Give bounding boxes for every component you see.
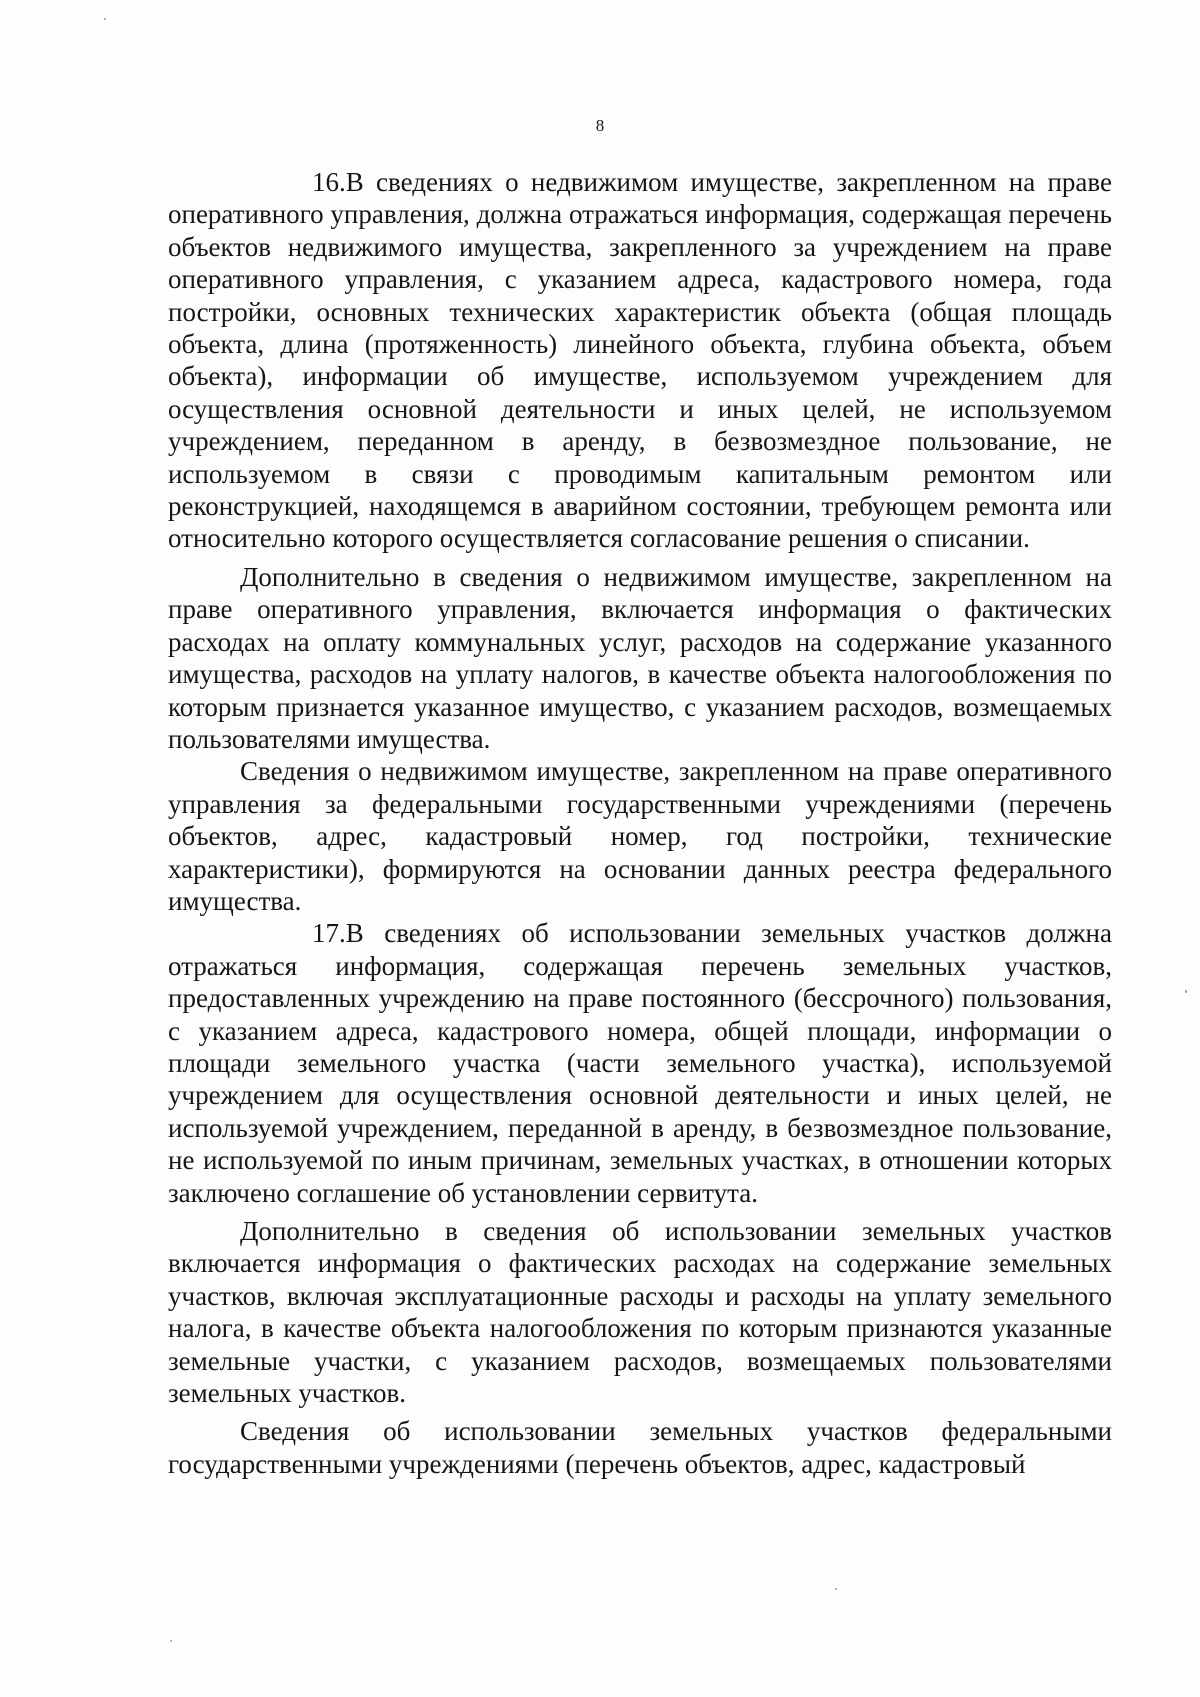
paragraph-text: Сведения об использовании земельных участков федеральными государственными учреждениями (перечень объектов, адрес, кадастровый bbox=[168, 1416, 1112, 1479]
paragraph-number: 16. bbox=[312, 167, 346, 197]
paragraph-17-registry bbox=[168, 1415, 1112, 1480]
paragraph-number: 17. bbox=[312, 918, 346, 949]
scan-speck bbox=[104, 18, 106, 20]
paragraph-text: В сведениях об использовании земельных участков должна отражаться информация, содержащая перечень земельных участков, предоставленных учреждению на праве постоянного (бессрочного) пользования, с указанием адреса, кадастрового номера, общей площади, информации о площади земельного участка (части земельного участка), используемой учреждением для осуществления основной деятельности и иных целей, не используемой учреждением, переданной в аренду, в безвозмездное пользование, не используемой по иным причинам, земельных участках, в отношении которых заключено соглашение об установлении сервитута. bbox=[168, 918, 1112, 1208]
paragraph-text: Дополнительно в сведения об использовании земельных участков включается информация о фактических расходах на содержание земельных участков, включая эксплуатационные расходы и расходы на уплату земельного налога, в качестве объекта налогообложения по которым признаются указанные земельные участки, с указанием расходов, возмещаемых пользователями земельных участков. bbox=[168, 1216, 1112, 1409]
scan-speck bbox=[835, 1588, 837, 1590]
paragraph-text: Дополнительно в сведения о недвижимом имуществе, закрепленном на праве оперативного управления, включается информация о фактических расходах на оплату коммунальных услуг, расходов на содержание указанного имущества, расходов на уплату налогов, в качестве объекта налогообложения по которым признается указанное имущество, с указанием расходов, возмещаемых пользователями имущества. bbox=[168, 561, 1112, 754]
paragraph-16-registry bbox=[168, 755, 1112, 917]
paragraph-17-additional bbox=[168, 1215, 1112, 1409]
paragraph-16-additional bbox=[168, 561, 1112, 755]
paragraph-17 bbox=[168, 917, 1112, 1209]
document-body bbox=[168, 166, 1112, 1480]
paragraph-text: В сведениях о недвижимом имуществе, закрепленном на праве оперативного управления, должна отражаться информация, содержащая перечень объектов недвижимого имущества, закрепленного за учреждением на праве оперативного управления, с указанием адреса, кадастрового номера, года постройки, основных технических характеристик объекта (общая площадь объекта, длина (протяженность) линейного объекта, глубина объекта, объем объекта), информации об имуществе, используемом учреждением для осуществления основной деятельности и иных целей, не используемом учреждением, переданном в аренду, в безвозмездное пользование, не используемом в связи с проводимым капитальным ремонтом или реконструкцией, находящемся в аварийном состоянии, требующем ремонта или относительно которого осуществляется согласование решения о списании. bbox=[168, 167, 1112, 554]
scan-speck bbox=[1185, 990, 1187, 993]
page-number: 8 bbox=[595, 116, 605, 135]
paragraph-text: Сведения о недвижимом имуществе, закрепленном на праве оперативного управления за федеральными государственными учреждениями (перечень объектов, адрес, кадастровый номер, год постройки, технические характеристики), формируются на основании данных реестра федерального имущества. bbox=[168, 756, 1112, 916]
scan-speck bbox=[170, 1640, 172, 1642]
paragraph-16 bbox=[168, 166, 1112, 555]
